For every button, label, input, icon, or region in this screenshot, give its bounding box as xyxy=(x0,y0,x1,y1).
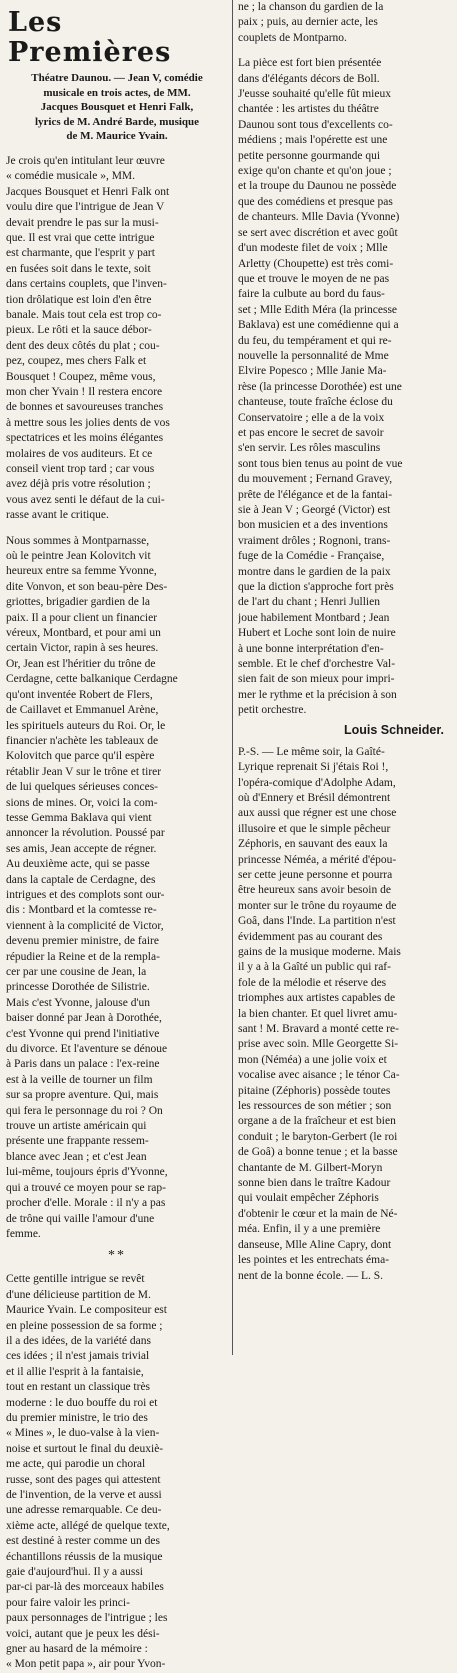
text-line: présente une frappante ressem- xyxy=(6,1135,149,1148)
text-line: petit orchestre. xyxy=(238,704,307,717)
text-line: c'est Yvonne qui prend l'initiative xyxy=(6,1027,160,1040)
text-line: rétablir Jean V sur le trône et tirer xyxy=(6,765,162,778)
text-line: répudier la Reine et de la rempla- xyxy=(6,950,160,963)
text-line: à Paris dans un palace : l'ex-reine xyxy=(6,1058,160,1071)
text-line: paux personnages de l'intrigue ; les xyxy=(6,1612,168,1625)
text-line: financier n'achète les tableaux de xyxy=(6,734,159,747)
text-line: la bien chanter. Et quel livret amu- xyxy=(238,1007,398,1020)
text-line: ces idées ; il n'est jamais trivial xyxy=(6,1350,150,1363)
text-line: véreux, Montbard, et pour ami un xyxy=(6,627,161,640)
text-line: La pièce est fort bien présentée xyxy=(238,57,382,70)
text-line: et pas encore le secret de savoir xyxy=(238,426,384,439)
text-line: gaie d'aujourd'hui. Il y a aussi xyxy=(6,1566,144,1579)
text-line: à mettre sous les jolies dents de vos xyxy=(6,416,170,429)
text-line: du divorce. Et l'aventure se dénoue xyxy=(6,1043,168,1056)
text-line: vraiment drôles ; Rognoni, trans- xyxy=(238,534,391,547)
text-line: intrigues et des complots sont our- xyxy=(6,888,165,901)
text-line: faire la culbute au bord du faus- xyxy=(238,288,385,301)
text-line: du mouvement ; Fernand Gravey, xyxy=(238,473,393,486)
text-line: couplets de Montparno. xyxy=(238,31,347,44)
text-line: chantante de M. Gilbert-Moryn xyxy=(238,1161,383,1174)
text-line: baiser donné par Jean à Dorothée, xyxy=(6,1012,162,1025)
text-line: se sert avec discrétion et avec goût xyxy=(238,226,398,239)
text-line: mon (Néméa) a une jolie voix et xyxy=(238,1053,387,1066)
text-line: dans certains couplets, que l'inven- xyxy=(6,278,167,291)
text-line: échantillons réussis de la musique xyxy=(6,1550,163,1563)
text-line: aux aussi que régner est une chose xyxy=(238,807,397,820)
text-line: qui fera le personnage du roi ? On xyxy=(6,1104,163,1117)
text-line: xième acte, allégé de quelque texte, xyxy=(6,1519,170,1532)
text-line: pour faire valoir les princi- xyxy=(6,1596,130,1609)
text-line: vous avez senti le défaut de la cui- xyxy=(6,493,165,506)
text-line: molaires de vos auditeurs. Et ce xyxy=(6,447,153,460)
text-line: sur sa propre aventure. Qui, mais xyxy=(6,1089,159,1102)
text-line: heureux entre sa femme Yvonne, xyxy=(6,565,157,578)
text-line: en pleine possession de sa forme ; xyxy=(6,1319,163,1332)
text-line: dans d'élégants décors de Boll. xyxy=(238,72,380,85)
text-line: paix. Il a pour client un financier xyxy=(6,611,158,624)
text-line: fole de la mélodie et réserve des xyxy=(238,976,387,989)
text-line: les ressources de son métier ; son xyxy=(238,1100,392,1113)
text-line: qui a trouvé ce moyen pour se rap- xyxy=(6,1181,166,1194)
text-line: est charmante, que l'esprit y part xyxy=(6,247,155,260)
text-line: Maurice Yvain. Le compositeur est xyxy=(6,1304,167,1317)
text-line: de trône qui vaille l'amour d'une xyxy=(6,1212,155,1225)
text-line: que la diction s'approche fort près xyxy=(238,581,394,594)
text-line: musicale en trois actes, de MM. xyxy=(43,86,191,99)
text-line: sont tous bien tenus au point de vue xyxy=(238,457,403,470)
text-line: de chanteurs. Mlle Davia (Yvonne) xyxy=(238,211,400,224)
text-line: Lyrique reprenait Si j'étais Roi !, xyxy=(238,761,389,774)
text-line: lui-même, toujours épris d'Yvonne, xyxy=(6,1166,168,1179)
text-line: Baklava) est une comédienne qui a xyxy=(238,319,399,332)
paragraph-music xyxy=(6,1272,228,1673)
text-line: rèse (la princesse Dorothée) est une xyxy=(238,380,402,393)
text-line: dent des deux côtés du plat ; cou- xyxy=(6,339,160,352)
text-line: de lui quelques sérieuses conces- xyxy=(6,781,159,794)
text-line: ne ; la chanson du gardien de la xyxy=(238,1,384,13)
text-line: que et trouve le moyen de ne pas xyxy=(238,272,390,285)
text-line: évidemment pas au courant des xyxy=(238,930,383,943)
lead-block xyxy=(6,71,228,144)
text-line: pieux. Le rôti et la sauce débor- xyxy=(6,324,152,337)
left-column xyxy=(6,0,228,1673)
text-line: viennent à la complicité de Victor, xyxy=(6,919,164,932)
text-line: organe a de la fraîcheur et est bien xyxy=(238,1115,396,1128)
text-line: pez, coupez, mes chers Falk et xyxy=(6,355,147,368)
text-line: ser cette jeune personne et pourra xyxy=(238,868,393,881)
text-line: P.-S. — Le même soir, la Gaîté- xyxy=(238,745,385,758)
text-line: rasse avant le critique. xyxy=(6,509,109,522)
text-line: J'eusse souhaité qu'elle fût mieux xyxy=(238,88,391,101)
text-line: d'un modeste filet de voix ; Mlle xyxy=(238,242,388,255)
text-line: vocalise avec aisance ; le ténor Ca- xyxy=(238,1069,400,1082)
text-line: moderne : le duo bouffe du roi et xyxy=(6,1396,158,1409)
text-line: Daunou sont tous d'excellents co- xyxy=(238,118,393,131)
text-line: par-ci par-là des morceaux habiles xyxy=(6,1581,164,1594)
text-line: nouvelle la personnalité de Mme xyxy=(238,349,389,362)
text-line: qui voulait empêcher Zéphoris xyxy=(238,1192,379,1205)
text-line: « Mines », le duo-valse à la vien- xyxy=(6,1427,160,1440)
text-line: nent de la bonne école. — L. S. xyxy=(238,1269,383,1282)
text-line: « comédie musicale », MM. xyxy=(6,170,136,183)
text-line: est à la veille de tourner un film xyxy=(6,1073,153,1086)
text-line: Théatre Daunou. — Jean V, comédie xyxy=(31,72,203,85)
text-line: de l'art du chant ; Henri Jullien xyxy=(238,596,380,609)
text-line: de M. Maurice Yvain. xyxy=(66,130,168,143)
column-rule xyxy=(232,0,233,1355)
text-line: Elvire Popesco ; Mlle Janie Ma- xyxy=(238,365,387,378)
text-line: banale. Mais tout cela est trop co- xyxy=(6,308,162,321)
text-line: me acte, qui parodie un choral xyxy=(6,1458,146,1471)
signature: Louis Schneider. xyxy=(343,722,444,737)
text-line: dite Vonvon, et son beau-père Des- xyxy=(6,580,168,593)
text-line: Zéphoris, en sauvant des eaux la xyxy=(238,838,388,851)
text-line: et la troupe du Daunou ne possède xyxy=(238,180,397,193)
text-line: mer le rythme et la précision à son xyxy=(238,688,397,701)
text-line: illusoire et que le simple pêcheur xyxy=(238,822,391,835)
text-line: être heureux sans avoir besoin de xyxy=(238,884,391,897)
text-line: monter sur le trône du royaume de xyxy=(238,899,397,912)
text-line: gains de la musique moderne. Mais xyxy=(238,945,401,958)
text-line: bon musicien et a des inventions xyxy=(238,519,388,532)
text-line: fuge de la Comédie - Française, xyxy=(238,550,385,563)
text-line: avez déjà pris votre résolution ; xyxy=(6,478,151,491)
text-line: chantée : les artistes du théâtre xyxy=(238,103,379,116)
text-line: Mais c'est Yvonne, jalouse d'un xyxy=(6,996,151,1009)
text-line: de bonnes et savoureuses tranches xyxy=(6,401,164,414)
text-line: triomphes aux artistes capables de xyxy=(238,992,396,1005)
paragraph-plot xyxy=(6,534,228,1243)
text-line: voici, autant que je peux les dési- xyxy=(6,1627,160,1640)
text-line: sions de mines. Or, voici la com- xyxy=(6,796,158,809)
text-line: devait prendre le pas sur la musi- xyxy=(6,216,159,229)
text-line: méa. Enfin, il y a une première xyxy=(238,1223,381,1236)
text-line: Goâ, dans l'Inde. La partition n'est xyxy=(238,915,396,928)
text-line: set ; Mlle Edith Méra (la princesse xyxy=(238,303,398,316)
text-line: il a des idées, de la variété dans xyxy=(6,1334,151,1347)
text-line: semble. Et le chef d'orchestre Val- xyxy=(238,658,396,671)
text-line: conduit ; le baryton-Gerbert (le roi xyxy=(238,1130,398,1143)
text-line: annoncer la révolution. Poussé par xyxy=(6,827,165,840)
text-line: tion drôlatique est loin d'en être xyxy=(6,293,152,306)
right-column xyxy=(238,0,452,1284)
paragraph-cast xyxy=(238,56,452,718)
text-line: femme. xyxy=(6,1227,41,1240)
text-line: sant ! M. Bravard a monté cette re- xyxy=(238,1023,399,1035)
text-line: montre dans le gardien de la paix xyxy=(238,565,391,578)
text-line: les pointes et les entrechats éma- xyxy=(238,1254,390,1267)
text-line: Kolovitch que parce qu'il espère xyxy=(6,750,155,763)
text-line: prise avec soin. Mlle Georgette Si- xyxy=(238,1038,399,1051)
text-line: griottes, brigadier gardien de la xyxy=(6,596,151,609)
paragraph-postscript xyxy=(238,745,452,1284)
text-line: petite personne gourmande qui xyxy=(238,149,381,162)
text-line: que. Il est vrai que cette intrigue xyxy=(6,231,155,244)
text-line: princesse Dorothée de Silistrie. xyxy=(6,981,150,994)
article-title: Les Premières xyxy=(8,7,172,68)
text-line: mon cher Yvain ! Il restera encore xyxy=(6,385,163,398)
text-line: Arletty (Choupette) est très comi- xyxy=(238,257,394,270)
text-line: cer par une cousine de Jean, la xyxy=(6,966,147,978)
text-line: certain Victor, rapin à ses heures. xyxy=(6,642,159,655)
text-line: Cette gentille intrigue se revêt xyxy=(6,1273,145,1286)
text-line: chanteuse, toute fraîche éclose du xyxy=(238,396,393,409)
text-line: de Goâ) a bonne tenue ; et la basse xyxy=(238,1146,398,1159)
text-line: conseil vient trop tard ; car vous xyxy=(6,463,155,475)
text-line: en fusées soit dans le texte, soit xyxy=(6,262,151,275)
text-line: pitaine (Zéphoris) possède toutes xyxy=(238,1084,391,1097)
text-line: de l'invention, de la verve et aussi xyxy=(6,1489,162,1501)
text-line: d'obtenir le cœur et la main de Né- xyxy=(238,1207,398,1220)
text-line: tesse Gemma Baklava qui vient xyxy=(6,811,152,824)
text-line: Jacques Bousquet et Henri Falk, xyxy=(40,101,194,114)
text-line: dans la captale de Cerdagne, des xyxy=(6,873,156,886)
text-line: de Caillavet et Emmanuel Arène, xyxy=(6,704,159,717)
paragraph-intro xyxy=(6,154,228,524)
text-line: paix ; puis, au dernier acte, les xyxy=(238,16,378,29)
text-line: spectatrices et les moins élégantes xyxy=(6,432,164,445)
text-line: devenu premier ministre, de faire xyxy=(6,935,159,948)
text-line: « Mon petit papa », air pour Yvon- xyxy=(6,1658,166,1671)
text-line: sonne bien dans le traître Kadour xyxy=(238,1177,391,1190)
text-line: trouve un artiste américain qui xyxy=(6,1120,147,1133)
text-line: russe, sont des pages qui attestent xyxy=(6,1473,161,1486)
text-line: Nous sommes à Montparnasse, xyxy=(6,534,150,547)
text-line: où le peintre Jean Kolovitch vit xyxy=(6,550,151,563)
text-line: du feu, du tempérament et qui re- xyxy=(238,334,392,347)
text-line: lyrics de M. André Barde, musique xyxy=(34,115,200,128)
text-line: du premier ministre, le trio des xyxy=(6,1411,148,1424)
text-line: Cerdagne, cette balkanique Cerdagne xyxy=(6,673,178,686)
text-line: s'en servir. Les rôles masculins xyxy=(238,442,381,455)
paragraph-continuation xyxy=(238,0,452,46)
section-separator: ** xyxy=(108,1248,126,1264)
text-line: est destiné à rester comme un des xyxy=(6,1535,160,1548)
text-line: joue habilement Montbard ; Jean xyxy=(238,611,390,624)
text-line: danseuse, Mlle Aline Capry, dont xyxy=(238,1238,392,1251)
text-line: Je crois qu'en intitulant leur œuvre xyxy=(6,154,165,167)
text-line: Or, Jean est l'héritier du trône de xyxy=(6,657,156,670)
text-line: dis : Montbard et la comtesse re- xyxy=(6,904,157,917)
text-line: procher d'elle. Morale : il n'y a pas xyxy=(6,1197,166,1210)
text-line: à une bonne interprétation d'en- xyxy=(238,642,384,655)
text-line: Hubert et Loche sont loin de nuire xyxy=(238,627,396,640)
text-line: ses amis, Jean accepte de régner. xyxy=(6,842,157,855)
text-line: une adresse remarquable. Ce deu- xyxy=(6,1504,162,1517)
text-line: qu'ont inventée Robert de Flers, xyxy=(6,688,153,701)
text-line: voulu dire que l'intrigue de Jean V xyxy=(6,201,165,214)
text-line: les spirituels auteurs du Roi. Or, le xyxy=(6,719,166,732)
text-line: l'opéra-comique d'Adolphe Adam, xyxy=(238,776,396,789)
text-line: prête de l'élégance et de la fantai- xyxy=(238,488,393,501)
text-line: et il allie l'esprit à la fantaisie, xyxy=(6,1365,144,1378)
text-line: Jacques Bousquet et Henri Falk ont xyxy=(6,185,170,198)
text-line: gner au hasard de la mémoire : xyxy=(6,1643,148,1656)
text-line: tout en restant un classique très xyxy=(6,1381,151,1394)
text-line: Conservatoire ; elle a de la voix xyxy=(238,411,385,424)
text-line: Au deuxième acte, qui se passe xyxy=(6,858,150,871)
text-line: il y a à la Gaîté un public qui raf- xyxy=(238,961,391,974)
text-line: princesse Néméa, a mérité d'épou- xyxy=(238,853,397,866)
text-line: noise et surtout le final du deuxiè- xyxy=(6,1442,164,1455)
text-line: d'une délicieuse partition de M. xyxy=(6,1288,151,1301)
text-line: blance avec Jean ; et c'est Jean xyxy=(6,1150,147,1163)
text-line: que des comédiens et presque pas xyxy=(238,195,393,208)
text-line: sien fait de son mieux pour impri- xyxy=(238,673,395,686)
text-line: Bousquet ! Coupez, même vous, xyxy=(6,370,156,383)
text-line: où d'Ennery et Brésil démontrent xyxy=(238,791,391,804)
text-line: sie à Jean V ; Georgé (Victor) est xyxy=(238,504,391,516)
text-line: médiens ; mais l'opérette est une xyxy=(238,134,388,147)
text-line: exige qu'on chante et qu'on joue ; xyxy=(238,165,392,178)
